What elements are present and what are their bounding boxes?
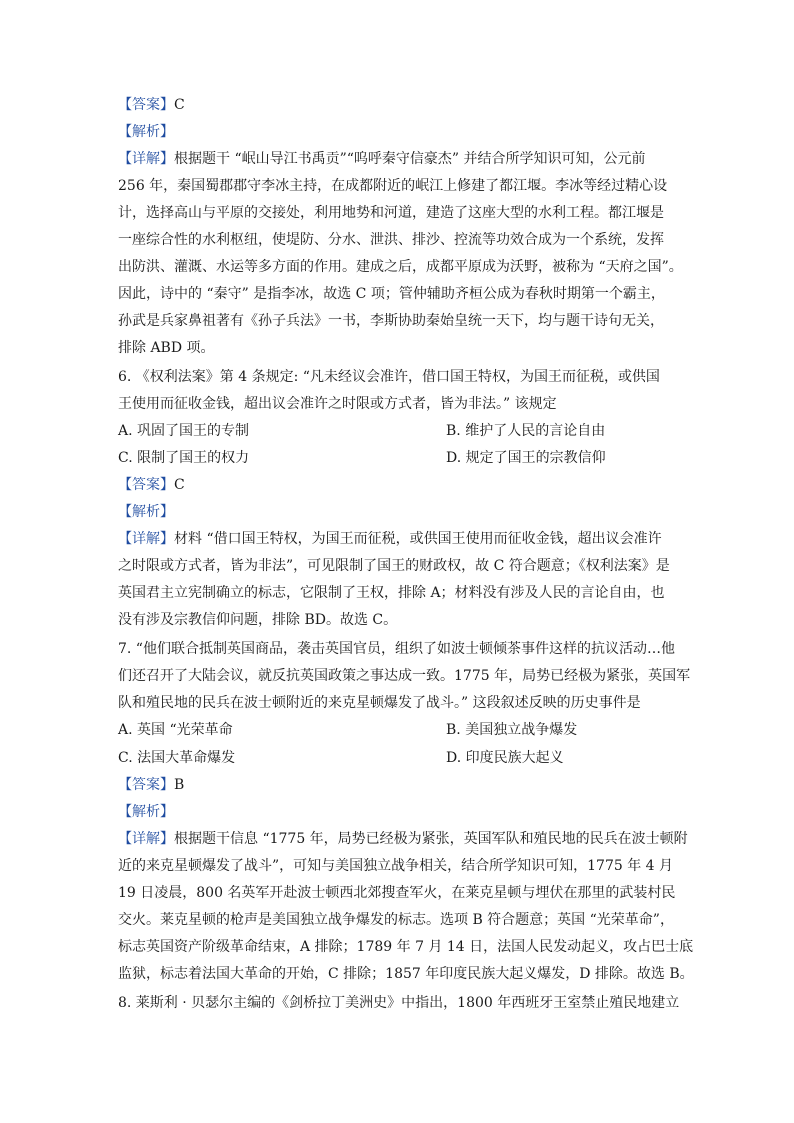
q6-option-b: B. 维护了人民的言论自由 [446,423,606,439]
q5-detail-line-5: 出防洪、灌溉、水运等多方面的作用。建成之后，成都平原成为沃野，被称为 “天府之国”。 [118,259,683,275]
q6-option-d: D. 规定了国王的宗教信仰 [446,450,606,466]
q5-answer-line [118,92,688,118]
detail-tag: 【详解】 [118,151,174,167]
q7-option-d: D. 印度民族大起义 [446,750,564,766]
q6-stem-line-1: 6. 《权利法案》第 4 条规定: “凡未经议会准许，借口国王特权，为国王而征税，或供国 [118,369,660,385]
q7-stem-line-2: 们还召开了大陆会议，就反抗英国政策之事达成一致。1775 年，局势已经极为紧张，英国军 [118,668,691,684]
q6-detail-line-4: 没有涉及宗教信仰问题，排除 BD。故选 C。 [118,612,398,628]
q5-detail-line-3: 计，选择高山与平原的交接处，利用地势和河道，建造了这座大型的水利工程。都江堰是 [118,205,664,221]
q7-option-b: B. 美国独立战争爆发 [446,722,578,738]
q6-option-a: A. 巩固了国王的专制 [118,423,250,439]
answer-tag: 【答案】 [118,97,174,113]
q7-detail-line-1: 【详解】根据题干信息 “1775 年，局势已经极为紧张，英国军队和殖民地的民兵在波士顿附 [118,831,688,847]
q7-detail-line-6: 监狱，标志着法国大革命的开始，C 排除；1857 年印度民族大起义爆发，D 排除。故选 B。 [118,966,694,982]
q5-detail-line-8: 排除 ABD 项。 [118,340,215,356]
q5-detail-line-1: 【详解】根据题干 “岷山导江书禹贡”“呜呼秦守信豪杰” 并结合所学知识可知，公元前 [118,151,646,167]
q6-analysis-tag: 【解析】 [118,504,174,520]
q6-stem-line-2: 王使用而征收金钱，超出议会准许之时限或方式者，皆为非法。” 该规定 [118,396,557,412]
q7-detail-line-4: 交火。莱克星顿的枪声是美国独立战争爆发的标志。选项 B 符合题意；英国 “光荣革命”， [118,912,674,928]
q7-option-a: A. 英国 “光荣革命 [118,722,233,738]
q7-stem-line-3: 队和殖民地的民兵在波士顿附近的来克星顿爆发了战斗。” 这段叙述反映的历史事件是 [118,695,641,711]
q5-detail-line-2: 256 年，秦国蜀郡郡守李冰主持，在成都附近的岷江上修建了都江堰。李冰等经过精心设 [118,178,668,194]
q7-stem-line-1: 7. “他们联合抵制英国商品，袭击英国官员，组织了如波士顿倾茶事件这样的抗议活动…他 [118,641,675,657]
q6-detail-line-1: 【详解】材料 “借口国王特权，为国王而征税，或供国王使用而征收金钱，超出议会准许 [118,531,662,547]
q6-answer-value: C [174,477,185,493]
q6-option-c: C. 限制了国王的权力 [118,450,250,466]
q6-detail-line-2: 之时限或方式者，皆为非法”，可见限制了国王的财政权，故 C 符合题意；《权利法案》是 [118,558,670,574]
q7-detail-line-5: 标志英国资产阶级革命结束，A 排除；1789 年 7 月 14 日，法国人民发动起义，攻占巴士底 [118,939,694,955]
q5-answer-value: C [174,97,185,113]
q5-detail-line-4: 一座综合性的水利枢纽，使堤防、分水、泄洪、排沙、控流等功效合成为一个系统，发挥 [118,232,664,248]
q8-stem-line-1: 8. 莱斯利 · 贝瑟尔主编的《剑桥拉丁美洲史》中指出，1800 年西班牙王室禁止殖民地建立 [118,995,680,1011]
q5-detail-line-7: 孙武是兵家鼻祖著有《孙子兵法》一书，李斯协助秦始皇统一天下，均与题干诗句无关， [118,313,664,329]
q7-analysis-tag: 【解析】 [118,804,174,820]
q7-answer-value: B [174,777,185,793]
q6-detail-line-3: 英国君主立宪制确立的标志，它限制了王权，排除 A；材料没有涉及人民的言论自由，也 [118,585,665,601]
q7-detail-line-2: 近的来克星顿爆发了战斗”，可知与美国独立战争相关，结合所学知识可知，1775 年 4 月 [118,858,674,874]
q5-analysis-tag: 【解析】 [118,124,174,140]
q6-answer-line: 【答案】C [118,477,185,493]
q7-option-c: C. 法国大革命爆发 [118,750,236,766]
q7-answer-line: 【答案】B [118,777,185,793]
q7-detail-line-3: 19 日凌晨，800 名英军开赴波士顿西北郊搜查军火，在莱克星顿与埋伏在那里的武装村民 [118,885,676,901]
q5-detail-line-6: 因此，诗中的 “秦守” 是指李冰，故选 C 项；管仲辅助齐桓公成为春秋时期第一个霸主， [118,286,665,302]
